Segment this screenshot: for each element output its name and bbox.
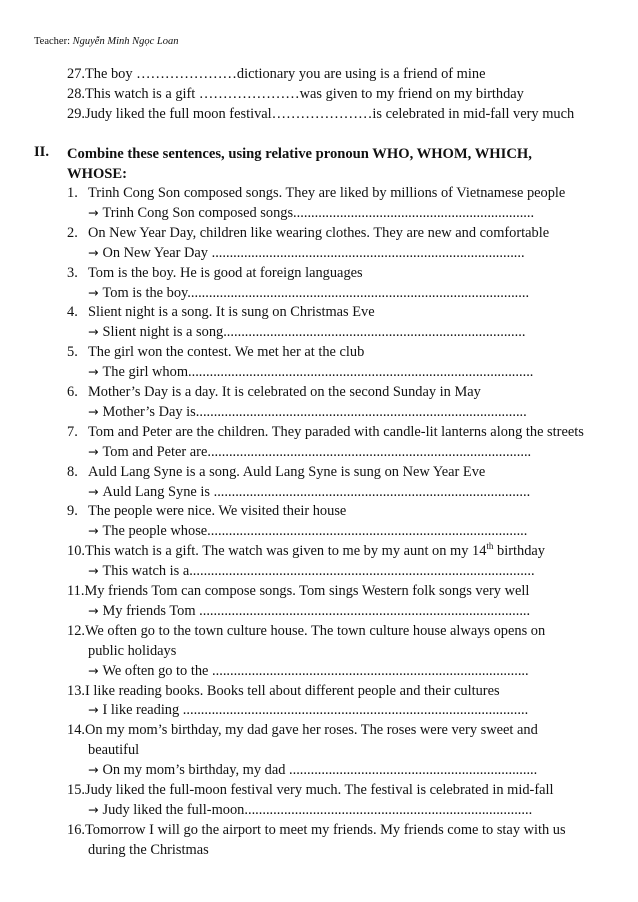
answer-prompt: My friends Tom ............................................................................................ — [102, 602, 531, 619]
answer-line[interactable] — [88, 661, 588, 681]
exercise-sentence — [67, 621, 627, 641]
answer-prompt: Judy liked the full-moon................................................................................ — [102, 801, 533, 818]
exercise-sentence — [67, 720, 627, 740]
exercise-text: public holidays — [88, 642, 177, 659]
exercise-sentence — [67, 780, 627, 800]
arrow-icon: → — [88, 443, 99, 459]
answer-line[interactable] — [88, 283, 588, 303]
answer-prompt: The girl whom................................................................................................ — [102, 364, 534, 381]
exercise-text: On my mom’s birthday, my dad gave her roses. The roses were very sweet and — [85, 722, 538, 739]
arrow-icon: → — [88, 364, 99, 380]
exercise-number: 14. — [67, 722, 85, 739]
exercise-text: beautiful — [88, 742, 140, 759]
answer-line[interactable] — [88, 800, 588, 820]
superscript: th — [486, 541, 494, 552]
exercise-text: Mother’s Day is a day. It is celebrated on the second Sunday in May — [88, 384, 481, 400]
arrow-icon: → — [88, 324, 99, 340]
answer-line[interactable] — [88, 243, 588, 263]
exercise-text: Tom and Peter are the children. They paraded with candle-lit lanterns along the streets — [88, 423, 584, 440]
arrow-icon: → — [88, 702, 99, 718]
arrow-icon: → — [88, 762, 99, 778]
answer-prompt: On New Year Day ....................................................................................... — [102, 244, 525, 261]
exercise-text: The girl won the contest. We met her at the club — [88, 344, 365, 361]
answer-prompt: The people whose......................................................................................... — [102, 523, 528, 540]
answer-line[interactable] — [88, 322, 588, 342]
page-header — [34, 36, 179, 47]
exercise-sentence — [67, 382, 627, 402]
answer-line[interactable] — [88, 482, 588, 502]
answer-line[interactable] — [88, 203, 588, 223]
exercise-number: 8. — [67, 463, 78, 480]
answer-line[interactable] — [88, 362, 588, 382]
exercise-sentence — [67, 820, 627, 840]
arrow-icon: → — [88, 403, 99, 419]
arrow-icon: → — [88, 602, 99, 618]
header-label: Teacher: — [34, 36, 70, 47]
exercise-number: 5. — [67, 344, 78, 361]
exercise-text: This watch is a gift. The watch was given to me by my aunt on my 14 — [85, 543, 487, 560]
exercise-number: 2. — [67, 224, 78, 241]
arrow-icon: → — [88, 801, 99, 817]
section-number: II. — [34, 144, 50, 160]
exercise-number: 7. — [67, 423, 78, 440]
exercise-sentence-continued — [88, 840, 638, 860]
section-title-line-2: WHOSE: — [67, 166, 128, 182]
answer-line[interactable] — [88, 601, 588, 621]
answer-prompt: We often go to the ........................................................................................ — [102, 662, 529, 679]
arrow-icon: → — [88, 284, 99, 300]
answer-prompt: Tom and Peter are.......................................................................................... — [102, 443, 532, 460]
exercise-number: 1. — [67, 185, 78, 201]
exercise-number: 10. — [67, 543, 85, 560]
exercise-number: 11. — [67, 583, 85, 599]
exercise-number: 6. — [67, 384, 78, 400]
arrow-icon: → — [88, 244, 99, 260]
exercise-sentence — [67, 263, 627, 283]
exercise-sentence — [67, 541, 627, 561]
exercise-text: Auld Lang Syne is a song. Auld Lang Syne is sung on New Year Eve — [88, 463, 486, 480]
item-number: 27. — [67, 66, 85, 82]
exercise-sentence — [67, 223, 627, 243]
item-text: Judy liked the full moon festival…………………is celebrated in mid-fall very much — [85, 106, 575, 122]
previous-item — [67, 64, 627, 84]
exercise-text: during the Christmas — [88, 841, 209, 858]
exercise-sentence — [67, 681, 627, 701]
exercise-text-tail: birthday — [493, 543, 545, 560]
exercise-sentence — [67, 342, 627, 362]
arrow-icon: → — [88, 483, 99, 499]
answer-prompt: Auld Lang Syne is ........................................................................................ — [102, 483, 531, 500]
previous-item — [67, 84, 627, 104]
arrow-icon: → — [88, 204, 99, 220]
item-text: This watch is a gift …………………was given to my friend on my birthday — [85, 86, 524, 102]
arrow-icon: → — [88, 523, 99, 539]
item-number: 29. — [67, 106, 85, 122]
exercise-sentence-continued — [88, 740, 638, 760]
section-title-line-1: Combine these sentences, using relative pronoun WHO, WHOM, WHICH, — [67, 146, 532, 162]
answer-prompt: I like reading ................................................................................................ — [102, 702, 529, 719]
exercise-text: The people were nice. We visited their house — [88, 503, 347, 520]
exercise-number: 13. — [67, 682, 85, 699]
arrow-icon: → — [88, 563, 99, 579]
exercise-sentence — [67, 581, 627, 601]
answer-prompt: Slient night is a song.................................................................................... — [102, 324, 526, 341]
answer-prompt: This watch is a................................................................................................ — [102, 563, 535, 580]
exercise-text: On New Year Day, children like wearing clothes. They are new and comfortable — [88, 224, 550, 241]
exercise-number: 4. — [67, 304, 78, 321]
exercise-sentence — [67, 302, 627, 322]
answer-line[interactable] — [88, 442, 588, 462]
previous-item — [67, 104, 627, 124]
item-text: The boy …………………dictionary you are using is a friend of mine — [85, 66, 486, 82]
exercise-text: Judy liked the full-moon festival very much. The festival is celebrated in mid-fall — [85, 782, 554, 798]
answer-line[interactable] — [88, 700, 588, 720]
answer-line[interactable] — [88, 561, 588, 581]
exercise-sentence — [67, 422, 627, 442]
exercise-number: 3. — [67, 264, 78, 281]
exercise-number: 15. — [67, 782, 85, 798]
exercise-number: 12. — [67, 622, 85, 639]
exercise-text: We often go to the town culture house. The town culture house always opens on — [85, 622, 546, 639]
answer-prompt: Tom is the boy............................................................................................... — [102, 284, 530, 301]
answer-line[interactable] — [88, 402, 588, 422]
exercise-sentence — [67, 462, 627, 482]
exercise-text: Trinh Cong Son composed songs. They are liked by millions of Vietnamese people — [88, 185, 566, 201]
exercise-text: Tom is the boy. He is good at foreign languages — [88, 264, 363, 281]
answer-line[interactable] — [88, 760, 588, 780]
exercise-sentence — [67, 183, 627, 203]
exercise-number: 9. — [67, 503, 78, 520]
answer-prompt: Trinh Cong Son composed songs................................................................... — [102, 204, 535, 221]
answer-prompt: On my mom’s birthday, my dad ..................................................................... — [102, 762, 538, 779]
exercise-text: Tomorrow I will go the airport to meet my friends. My friends come to stay with us — [85, 821, 566, 838]
exercise-number: 16. — [67, 821, 85, 838]
exercise-sentence-continued — [88, 641, 638, 661]
answer-prompt: Mother’s Day is............................................................................................ — [102, 403, 527, 420]
arrow-icon: → — [88, 662, 99, 678]
teacher-name: Nguyễn Minh Ngọc Loan — [72, 36, 179, 47]
exercise-text: Slient night is a song. It is sung on Christmas Eve — [88, 304, 375, 321]
exercise-sentence — [67, 501, 627, 521]
answer-line[interactable] — [88, 521, 588, 541]
exercise-text: My friends Tom can compose songs. Tom sings Western folk songs very well — [84, 583, 530, 599]
item-number: 28. — [67, 86, 85, 102]
section-title — [67, 144, 587, 184]
exercise-text: I like reading books. Books tell about different people and their cultures — [85, 682, 500, 699]
